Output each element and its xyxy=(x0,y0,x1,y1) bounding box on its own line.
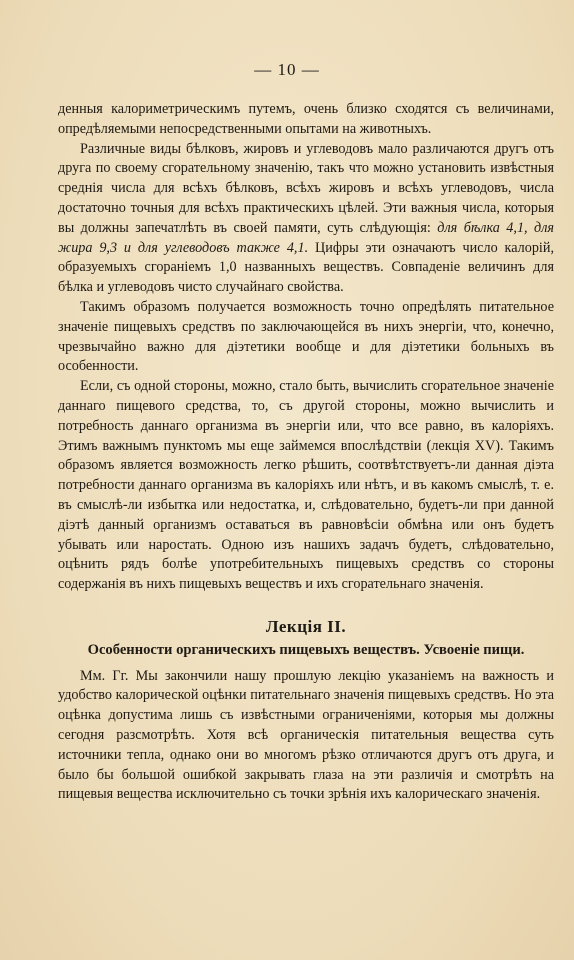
paragraph-lecture-intro: Мм. Гг. Мы закончили нашу прошлую лекцію указаніемъ на важность и удобство калорической оцѣнки питательнаго значенія пищевыхъ средствъ. Но эта оцѣнка допустима лишь съ извѣстными ограниченіями, которыя мы должны сегодня разсмотрѣть. Хотя всѣ органическія питательныя вещества суть источники тепла, однако они во многомъ рѣзко отличаются другъ отъ друга, и было бы большой ошибкой закрывать глаза на эти различія и смотрѣть на пищевыя вещества исключительно съ точки зрѣнія ихъ калорическаго значенія. xyxy=(58,667,554,803)
lecture-subheading: Особенности органическихъ пищевыхъ веществъ. Усвоеніе пищи. xyxy=(87,641,525,658)
paragraph-continuation: денныя калориметрическимъ путемъ, очень близко сходятся съ величинами, опредѣляемыми непосредственными опытами на животныхъ. xyxy=(58,101,554,137)
page-body xyxy=(58,100,554,805)
paragraph-requirement: Если, съ одной стороны, можно, стало быть, вычислить сгорательное значеніе даннаго пищевого средства, то, съ другой стороны, можно вычислить и потребность даннаго организма въ энергіи или, что все равно, въ калоріяхъ. Этимъ важнымъ пунктомъ мы еще займемся впослѣдствіи (лекція XV). Такимъ образомъ является возможность легко рѣшить, соотвѣтствуетъ-ли данная діэта потребности даннаго организма въ калоріяхъ или нѣтъ, и въ какомъ смыслѣ, т. е. въ смыслѣ-ли избытка или недостатка, и, слѣдовательно, будетъ-ли при данной діэтѣ данный организмъ оставаться въ равновѣсіи обмѣна или онъ будетъ убывать или наростать. Одною изъ нашихъ задачъ будетъ, слѣдовательно, оцѣнить рядъ болѣе употребительныхъ пищевыхъ средствъ со стороны содержанія въ нихъ пищевыхъ веществъ и ихъ сгорательнаго значенія. xyxy=(58,378,554,593)
emphasized-values: для бѣлка 4,1, для жира 9,3 и для углеводовъ также 4,1. xyxy=(58,219,554,256)
paragraph-text: Различные виды бѣлковъ, жировъ и углеводовъ мало различаются другъ отъ друга по своему сгорательному значенію, такъ что можно установить извѣстныя среднія числа для всѣхъ бѣлковъ, всѣхъ жировъ и всѣхъ углеводовъ, числа достаточно точныя для всѣхъ практическихъ цѣлей. Эти важныя числа, которыя вы должны запечатлѣть въ своей памяти, суть слѣдующія: xyxy=(58,140,554,236)
page-number: — 10 — xyxy=(254,60,320,79)
paragraph-energy: Такимъ образомъ получается возможность точно опредѣлять питательное значеніе пищевыхъ средствъ по заключающейся въ нихъ энергіи, что, конечно, чрезвычайно важно для діэтетики вообще и для діэтетики больныхъ въ особенности. xyxy=(58,298,554,375)
paragraph-calorie-values xyxy=(58,140,554,298)
paragraph-text: Цифры эти означаютъ число калорій, образуемыхъ сгораніемъ 1,0 названныхъ веществъ. Совпаденіе величинъ для бѣлка и углеводовъ чисто случайнаго свойства. xyxy=(58,239,555,296)
lecture-heading: Лекція II. xyxy=(265,616,347,636)
